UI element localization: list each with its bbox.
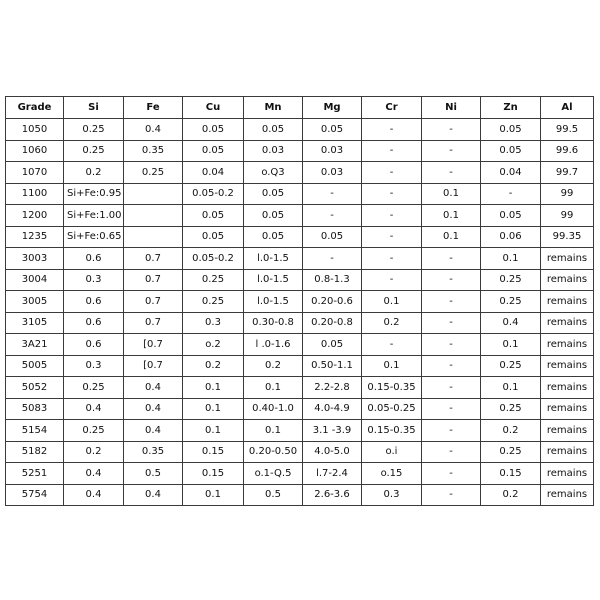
cell-mg: 3.1 -3.9 (303, 420, 362, 442)
cell-si: 0.6 (64, 248, 124, 270)
table-row (6, 291, 594, 313)
cell-grade: 5182 (6, 441, 64, 463)
cell-cr: - (362, 162, 422, 184)
cell-grade: 1100 (6, 183, 64, 205)
cell-zn: 0.1 (481, 248, 541, 270)
cell-ni: - (422, 269, 481, 291)
cell-al: remains (541, 420, 594, 442)
cell-cr: - (362, 248, 422, 270)
header-row (6, 97, 594, 119)
cell-fe: 0.7 (124, 248, 183, 270)
cell-fe: 0.25 (124, 162, 183, 184)
cell-zn: 0.25 (481, 291, 541, 313)
cell-mn: 0.40-1.0 (244, 398, 303, 420)
table-row (6, 377, 594, 399)
cell-al: remains (541, 463, 594, 485)
cell-cr: - (362, 334, 422, 356)
cell-ni: 0.1 (422, 183, 481, 205)
cell-al: 99 (541, 183, 594, 205)
cell-grade: 1050 (6, 119, 64, 141)
cell-grade: 3105 (6, 312, 64, 334)
table-row (6, 334, 594, 356)
table-row (6, 140, 594, 162)
cell-al: remains (541, 312, 594, 334)
cell-cu: 0.04 (183, 162, 244, 184)
cell-mg: 0.50-1.1 (303, 355, 362, 377)
header-fe: Fe (124, 97, 183, 119)
cell-mg: 0.20-0.8 (303, 312, 362, 334)
cell-fe: 0.4 (124, 420, 183, 442)
cell-ni: - (422, 484, 481, 506)
cell-si: 0.4 (64, 463, 124, 485)
cell-cu: 0.05-0.2 (183, 183, 244, 205)
cell-cu: 0.25 (183, 291, 244, 313)
cell-mg: 0.05 (303, 334, 362, 356)
cell-fe: [0.7 (124, 334, 183, 356)
header-zn: Zn (481, 97, 541, 119)
cell-fe: 0.5 (124, 463, 183, 485)
cell-fe (124, 205, 183, 227)
cell-mg: 4.0-5.0 (303, 441, 362, 463)
cell-mn: 0.1 (244, 420, 303, 442)
cell-si: 0.6 (64, 334, 124, 356)
cell-grade: 3004 (6, 269, 64, 291)
cell-mg: 2.6-3.6 (303, 484, 362, 506)
cell-cr: o.i (362, 441, 422, 463)
cell-al: 99.6 (541, 140, 594, 162)
cell-ni: - (422, 291, 481, 313)
cell-grade: 1200 (6, 205, 64, 227)
cell-cr: - (362, 119, 422, 141)
cell-fe: 0.7 (124, 269, 183, 291)
cell-mg: 0.20-0.6 (303, 291, 362, 313)
cell-si-fe: Si+Fe:0.95 (64, 183, 124, 205)
header-cu: Cu (183, 97, 244, 119)
cell-al: remains (541, 441, 594, 463)
header-grade: Grade (6, 97, 64, 119)
cell-cu: 0.15 (183, 463, 244, 485)
table-row (6, 355, 594, 377)
cell-mg: 0.8-1.3 (303, 269, 362, 291)
cell-mn: l.0-1.5 (244, 291, 303, 313)
cell-grade: 3005 (6, 291, 64, 313)
table-row (6, 205, 594, 227)
cell-mg: 0.05 (303, 119, 362, 141)
cell-zn: 0.25 (481, 441, 541, 463)
cell-al: remains (541, 291, 594, 313)
cell-cu: o.2 (183, 334, 244, 356)
cell-al: 99.5 (541, 119, 594, 141)
cell-cr: - (362, 226, 422, 248)
cell-cu: 0.25 (183, 269, 244, 291)
cell-si-fe: Si+Fe:1.00 (64, 205, 124, 227)
cell-ni: - (422, 140, 481, 162)
cell-fe: 0.4 (124, 398, 183, 420)
cell-si-fe: Si+Fe:0.65 (64, 226, 124, 248)
table-row (6, 226, 594, 248)
cell-zn: 0.2 (481, 484, 541, 506)
cell-mg: - (303, 248, 362, 270)
cell-cr: o.15 (362, 463, 422, 485)
cell-si: 0.25 (64, 377, 124, 399)
cell-mn: 0.05 (244, 119, 303, 141)
cell-ni: - (422, 162, 481, 184)
cell-grade: 5154 (6, 420, 64, 442)
cell-si: 0.4 (64, 398, 124, 420)
cell-cu: 0.15 (183, 441, 244, 463)
table-row (6, 119, 594, 141)
cell-cr: 0.1 (362, 291, 422, 313)
cell-cr: - (362, 205, 422, 227)
table-row (6, 484, 594, 506)
cell-fe (124, 226, 183, 248)
cell-cr: - (362, 183, 422, 205)
table-row (6, 269, 594, 291)
cell-grade: 1060 (6, 140, 64, 162)
cell-mg: - (303, 205, 362, 227)
cell-mg: 2.2-2.8 (303, 377, 362, 399)
cell-cu: 0.1 (183, 420, 244, 442)
cell-zn: 0.06 (481, 226, 541, 248)
table-row (6, 183, 594, 205)
composition-table (5, 96, 594, 506)
table-row (6, 398, 594, 420)
cell-si: 0.3 (64, 355, 124, 377)
header-cr: Cr (362, 97, 422, 119)
cell-mn: o.1-Q.5 (244, 463, 303, 485)
cell-si: 0.2 (64, 441, 124, 463)
cell-al: 99.35 (541, 226, 594, 248)
header-mn: Mn (244, 97, 303, 119)
cell-al: remains (541, 484, 594, 506)
cell-cr: 0.2 (362, 312, 422, 334)
cell-ni: - (422, 248, 481, 270)
cell-fe: 0.7 (124, 312, 183, 334)
header-mg: Mg (303, 97, 362, 119)
cell-zn: - (481, 183, 541, 205)
cell-cu: 0.05 (183, 226, 244, 248)
cell-zn: 0.25 (481, 398, 541, 420)
cell-cr: 0.15-0.35 (362, 377, 422, 399)
cell-al: remains (541, 248, 594, 270)
cell-cu: 0.1 (183, 398, 244, 420)
cell-al: remains (541, 269, 594, 291)
cell-grade: 1235 (6, 226, 64, 248)
cell-cr: - (362, 269, 422, 291)
cell-fe: 0.4 (124, 484, 183, 506)
cell-cu: 0.3 (183, 312, 244, 334)
cell-grade: 5251 (6, 463, 64, 485)
cell-ni: - (422, 355, 481, 377)
cell-zn: 0.1 (481, 377, 541, 399)
cell-mn: l.0-1.5 (244, 248, 303, 270)
table-row (6, 420, 594, 442)
cell-mn: l.0-1.5 (244, 269, 303, 291)
cell-ni: - (422, 463, 481, 485)
cell-mg: 0.03 (303, 140, 362, 162)
cell-mg: 4.0-4.9 (303, 398, 362, 420)
cell-cr: 0.15-0.35 (362, 420, 422, 442)
cell-fe: 0.4 (124, 377, 183, 399)
cell-cu: 0.05 (183, 119, 244, 141)
cell-mg: - (303, 183, 362, 205)
cell-zn: 0.25 (481, 355, 541, 377)
cell-grade: 1070 (6, 162, 64, 184)
cell-grade: 5754 (6, 484, 64, 506)
cell-al: remains (541, 398, 594, 420)
cell-zn: 0.05 (481, 119, 541, 141)
cell-mn: l .0-1.6 (244, 334, 303, 356)
cell-zn: 0.25 (481, 269, 541, 291)
header-ni: Ni (422, 97, 481, 119)
cell-si: 0.25 (64, 140, 124, 162)
cell-mn: 0.1 (244, 377, 303, 399)
cell-fe: 0.35 (124, 140, 183, 162)
cell-ni: - (422, 441, 481, 463)
cell-cu: 0.2 (183, 355, 244, 377)
table-row (6, 248, 594, 270)
cell-al: remains (541, 377, 594, 399)
table-row (6, 312, 594, 334)
cell-zn: 0.15 (481, 463, 541, 485)
cell-mn: 0.05 (244, 183, 303, 205)
header-si: Si (64, 97, 124, 119)
cell-grade: 5005 (6, 355, 64, 377)
cell-ni: - (422, 377, 481, 399)
cell-al: remains (541, 355, 594, 377)
cell-zn: 0.4 (481, 312, 541, 334)
cell-si: 0.25 (64, 420, 124, 442)
cell-fe (124, 183, 183, 205)
cell-ni: - (422, 334, 481, 356)
cell-grade: 5083 (6, 398, 64, 420)
cell-mn: 0.20-0.50 (244, 441, 303, 463)
cell-grade: 3A21 (6, 334, 64, 356)
cell-zn: 0.05 (481, 140, 541, 162)
cell-cu: 0.05 (183, 140, 244, 162)
cell-mn: 0.30-0.8 (244, 312, 303, 334)
cell-mn: 0.05 (244, 226, 303, 248)
cell-cr: - (362, 140, 422, 162)
cell-cu: 0.05 (183, 205, 244, 227)
cell-fe: [0.7 (124, 355, 183, 377)
cell-al: 99.7 (541, 162, 594, 184)
cell-zn: 0.04 (481, 162, 541, 184)
table-row (6, 162, 594, 184)
cell-zn: 0.05 (481, 205, 541, 227)
cell-mg: l.7-2.4 (303, 463, 362, 485)
cell-si: 0.2 (64, 162, 124, 184)
cell-zn: 0.1 (481, 334, 541, 356)
cell-si: 0.3 (64, 269, 124, 291)
cell-mn: o.Q3 (244, 162, 303, 184)
cell-ni: 0.1 (422, 226, 481, 248)
cell-si: 0.6 (64, 312, 124, 334)
cell-mn: 0.03 (244, 140, 303, 162)
table-row (6, 441, 594, 463)
cell-cu: 0.1 (183, 484, 244, 506)
header-al: Al (541, 97, 594, 119)
cell-cr: 0.05-0.25 (362, 398, 422, 420)
cell-si: 0.6 (64, 291, 124, 313)
cell-zn: 0.2 (481, 420, 541, 442)
table-row (6, 463, 594, 485)
cell-ni: - (422, 420, 481, 442)
cell-fe: 0.7 (124, 291, 183, 313)
cell-mn: 0.05 (244, 205, 303, 227)
cell-cu: 0.1 (183, 377, 244, 399)
cell-mn: 0.2 (244, 355, 303, 377)
cell-ni: 0.1 (422, 205, 481, 227)
cell-cr: 0.3 (362, 484, 422, 506)
cell-mg: 0.03 (303, 162, 362, 184)
cell-fe: 0.35 (124, 441, 183, 463)
cell-ni: - (422, 119, 481, 141)
cell-mn: 0.5 (244, 484, 303, 506)
cell-fe: 0.4 (124, 119, 183, 141)
cell-cr: 0.1 (362, 355, 422, 377)
cell-al: 99 (541, 205, 594, 227)
cell-mg: 0.05 (303, 226, 362, 248)
cell-si: 0.4 (64, 484, 124, 506)
cell-si: 0.25 (64, 119, 124, 141)
cell-cu: 0.05-0.2 (183, 248, 244, 270)
cell-al: remains (541, 334, 594, 356)
cell-ni: - (422, 398, 481, 420)
cell-grade: 5052 (6, 377, 64, 399)
cell-ni: - (422, 312, 481, 334)
cell-grade: 3003 (6, 248, 64, 270)
